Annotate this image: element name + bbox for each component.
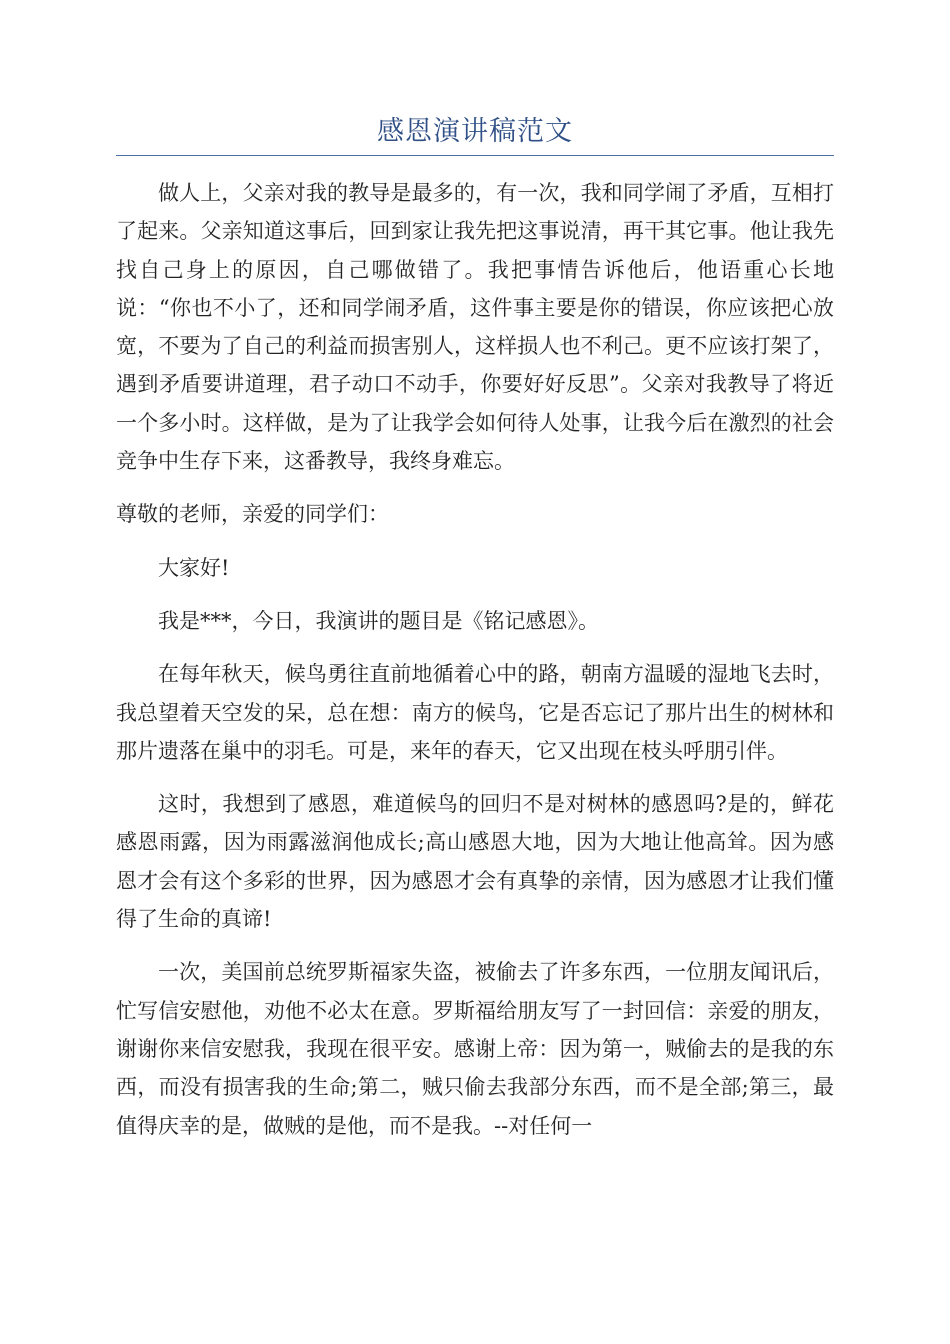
- title-underline: [116, 155, 834, 156]
- paragraph-speech-topic: 我是***，今日，我演讲的题目是《铭记感恩》。: [158, 608, 599, 633]
- paragraph-gratitude: 这时，我想到了感恩，难道候鸟的回归不是对树林的感恩吗?是的，鲜花感恩雨露，因为雨露滋润他成长;高山感恩大地，因为大地让他高耸。因为感恩才会有这个多彩的世界，因为感恩才会有真挚的亲情，因为感恩才让我们懂得了生命的真谛!: [116, 792, 834, 932]
- paragraph-migratory-birds: 在每年秋天，候鸟勇往直前地循着心中的路，朝南方温暖的湿地飞去时，我总望着天空发的呆，总在想：南方的候鸟，它是否忘记了那片出生的树林和那片遗落在巢中的羽毛。可是，来年的春天，它又出现在枝头呼朋引伴。: [116, 662, 834, 763]
- document-body: [116, 174, 834, 1160]
- paragraph-father-teaching: 做人上，父亲对我的教导是最多的，有一次，我和同学闹了矛盾，互相打了起来。父亲知道这事后，回到家让我先把这事说清，再干其它事。他让我先找自己身上的原因，自己哪做错了。我把事情告诉他后，他语重心长地说：“你也不小了，还和同学闹矛盾，这件事主要是你的错误，你应该把心放宽，不要为了自己的利益而损害别人，这样损人也不利己。更不应该打架了，遇到矛盾要讲道理，君子动口不动手，你要好好反思”。父亲对我教导了将近一个多小时。这样做，是为了让我学会如何待人处事，让我今后在激烈的社会竞争中生存下来，这番教导，我终身难忘。: [116, 181, 834, 474]
- document-title: 感恩演讲稿范文: [377, 116, 573, 147]
- paragraph-salutation: 尊敬的老师，亲爱的同学们：: [116, 502, 389, 527]
- paragraph-greeting: 大家好!: [158, 555, 230, 580]
- paragraph-roosevelt-story: 一次，美国前总统罗斯福家失盗，被偷去了许多东西，一位朋友闻讯后，忙写信安慰他，劝他不必太在意。罗斯福给朋友写了一封回信：亲爱的朋友，谢谢你来信安慰我，我现在很平安。感谢上帝：因为第一，贼偷去的是我的东西，而没有损害我的生命;第二，贼只偷去我部分东西，而不是全部;第三，最值得庆幸的是，做贼的是他，而不是我。--对任何一: [116, 960, 834, 1138]
